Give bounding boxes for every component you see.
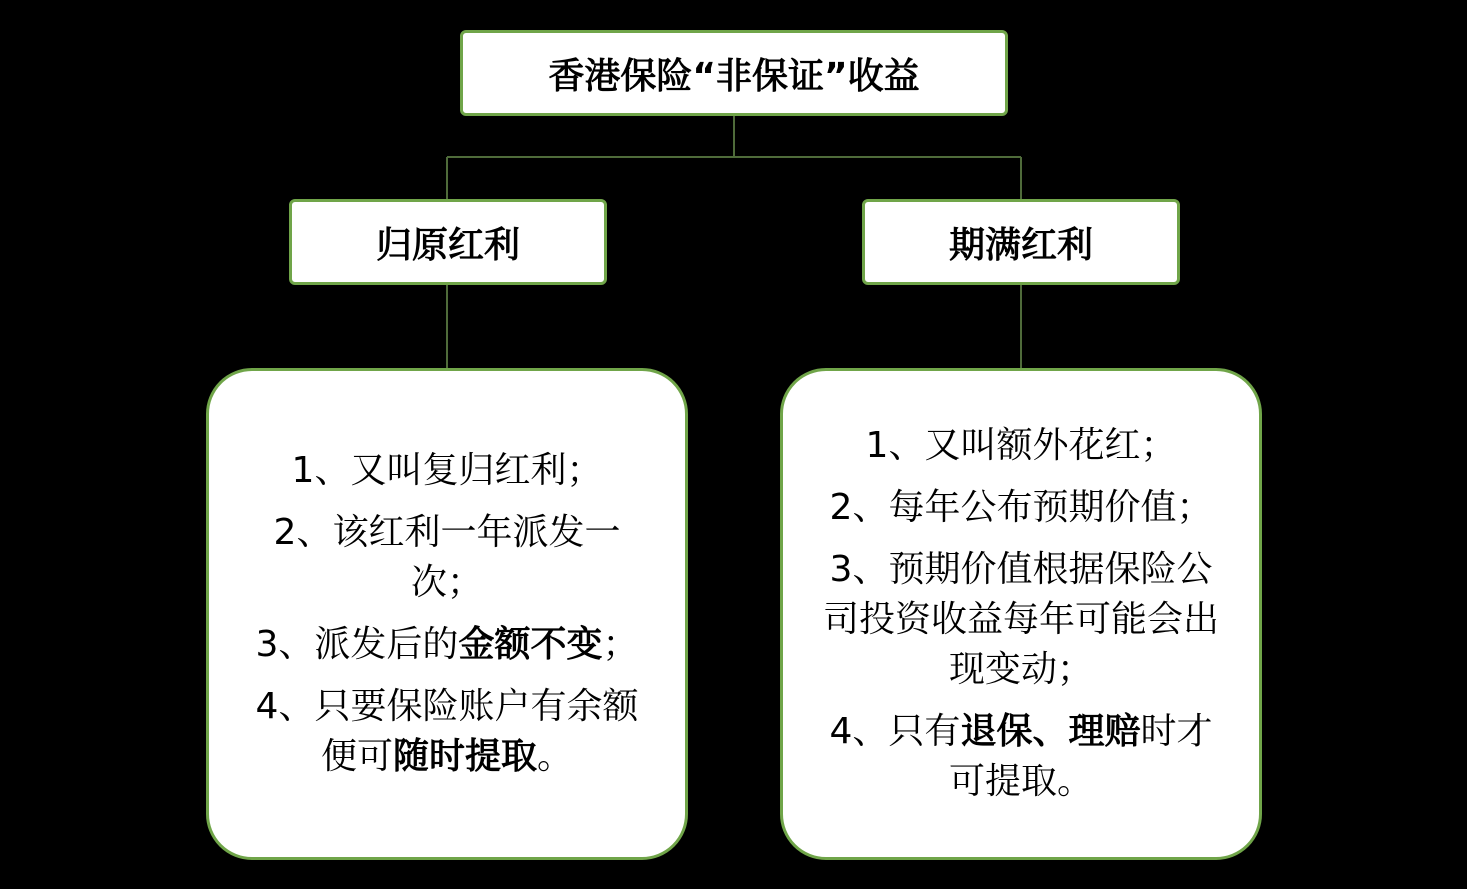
list-item [256, 620, 639, 670]
emphasis-text: 金额不变 [458, 624, 603, 665]
list-item [813, 707, 1229, 807]
branch-title-reversionary-bonus: 归原红利 [289, 199, 607, 285]
item-text: 4、只要保险账户有余额便可 [255, 686, 639, 777]
item-text: ； [602, 624, 639, 665]
item-text: 3、预期价值根据保险公司投资收益每年可能会出现变动； [822, 549, 1219, 690]
branch-title-terminal-bonus: 期满红利 [862, 199, 1180, 285]
item-text: 时才可提取。 [948, 711, 1213, 802]
item-text: 1、又叫额外花红； [865, 425, 1177, 466]
emphasis-text: 退保、理赔 [960, 711, 1141, 752]
root-node-title: 香港保险“非保证”收益 [460, 30, 1008, 116]
list-item [813, 545, 1229, 695]
list-item [830, 483, 1213, 533]
item-text: 1、又叫复归红利； [291, 450, 603, 491]
item-text: 3、派发后的 [255, 624, 459, 665]
item-text: 2、该红利一年派发一次； [273, 512, 621, 603]
terminal-bonus-card [780, 368, 1262, 860]
emphasis-text: 随时提取 [392, 736, 537, 777]
item-text: 2、每年公布预期价值； [829, 487, 1213, 528]
item-text: 4、只有 [829, 711, 961, 752]
list-item [292, 446, 603, 496]
item-text: 。 [537, 736, 574, 777]
reversionary-bonus-card [206, 368, 688, 860]
list-item [243, 682, 651, 782]
list-item [243, 508, 651, 608]
list-item [866, 421, 1177, 471]
